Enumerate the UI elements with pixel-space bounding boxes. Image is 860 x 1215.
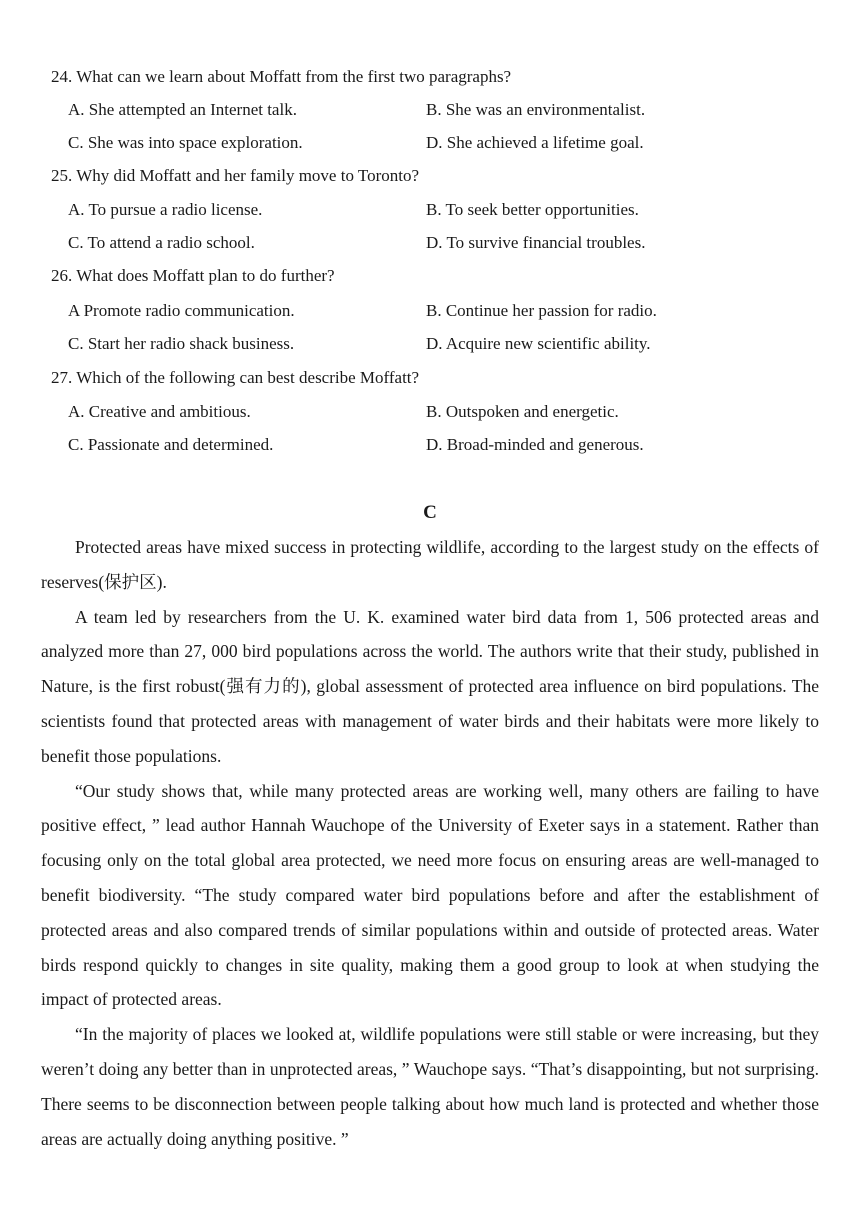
passage-paragraph-2: A team led by researchers from the U. K. examined water bird data from 1, 506 protected areas and analyzed more than 27, 000 bird populations across the world. The authors write that their study, published in Nature, is the first robust(强有力的), global assessment of protected area influence on bird populations. The scientists found that protected areas with management of water birds and their habitats were more likely to benefit those populations. <box>41 606 819 766</box>
question-27-option-b: B. Outspoken and energetic. <box>426 402 619 421</box>
question-26-option-c: C. Start her radio shack business. <box>68 334 295 353</box>
question-25-option-a: A. To pursue a radio license. <box>68 200 263 219</box>
question-24-option-c: C. She was into space exploration. <box>68 133 303 152</box>
question-25-option-d: D. To survive financial troubles. <box>426 233 646 252</box>
question-26-option-d: D. Acquire new scientific ability. <box>426 334 651 353</box>
question-27-option-a: A. Creative and ambitious. <box>68 402 251 421</box>
passage-paragraph-4: “In the majority of places we looked at, wildlife populations were still stable or were increasing, but they weren’t doing any better than in unprotected areas, ” Wauchope says. “That’s disappointing, but not surprising. There seems to be disconnection between people talking about how much land is protected and whether those areas are actually doing anything positive. ” <box>41 1024 819 1149</box>
passage-paragraph-3: “Our study shows that, while many protected areas are working well, many others are failing to have positive effect, ” lead author Hannah Wauchope of the University of Exeter says in a statement. Rather than focusing only on the total global area protected, we need more focus on ensuring areas are well-managed to benefit biodiversity. “The study compared water bird populations before and after the establishment of protected areas and also compared trends of similar populations within and outside of protected areas. Water birds respond quickly to changes in site quality, making them a good group to look at when studying the impact of protected areas. <box>41 780 819 1010</box>
question-24-option-a: A. She attempted an Internet talk. <box>68 100 297 119</box>
question-26-option-b: B. Continue her passion for radio. <box>426 301 657 320</box>
question-25-option-b: B. To seek better opportunities. <box>426 200 639 219</box>
question-27-option-c: C. Passionate and determined. <box>68 435 274 454</box>
reading-passage <box>41 530 819 1156</box>
question-26-option-a: A Promote radio communication. <box>68 301 295 320</box>
question-25-stem: 25. Why did Moffatt and her family move to Toronto? <box>51 166 420 185</box>
question-27-option-d: D. Broad-minded and generous. <box>426 435 644 454</box>
section-heading: C <box>423 502 437 523</box>
question-27-stem: 27. Which of the following can best describe Moffatt? <box>51 368 420 387</box>
question-26-stem: 26. What does Moffatt plan to do further? <box>51 266 335 285</box>
question-24-option-b: B. She was an environmentalist. <box>426 100 646 119</box>
passage-paragraph-1: Protected areas have mixed success in protecting wildlife, according to the largest study on the effects of reserves(保护区). <box>41 537 819 592</box>
question-25-option-c: C. To attend a radio school. <box>68 233 255 252</box>
question-24-stem: 24. What can we learn about Moffatt from the first two paragraphs? <box>51 67 512 86</box>
question-24-option-d: D. She achieved a lifetime goal. <box>426 133 644 152</box>
